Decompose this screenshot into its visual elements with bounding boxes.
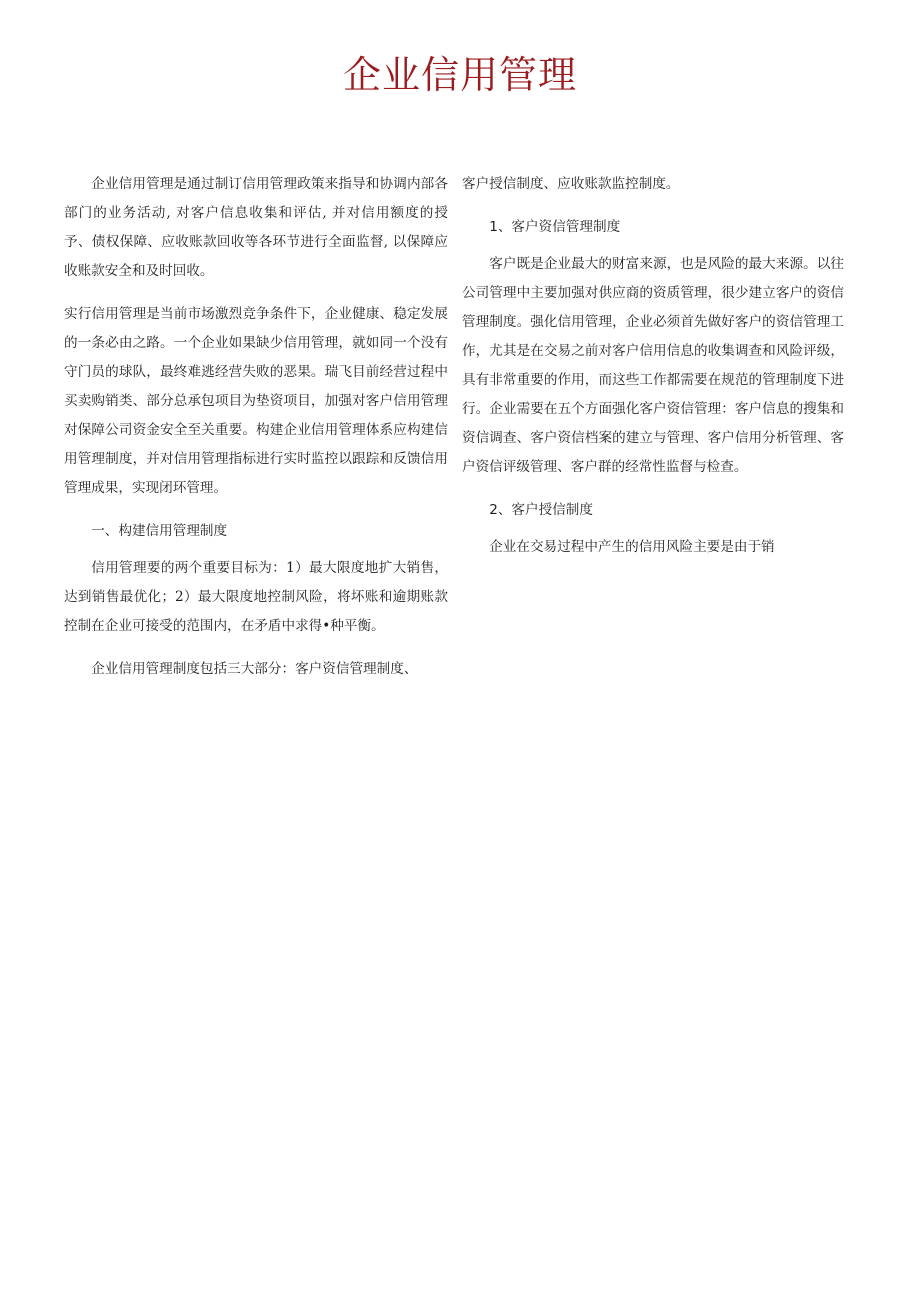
- credit-granting-paragraph: 企业在交易过程中产生的信用风险主要是由于销: [489, 539, 775, 555]
- goals-paragraph: 信用管理要的两个重要目标为：1）最大限度地扩大销售，达到销售最优化；2）最大限度地控制风险，将坏账和逾期账款控制在企业可接受的范围内，在矛盾中求得•种平衡。: [64, 560, 448, 634]
- intro-paragraph: 企业信用管理是通过制订信用管理政策来指导和协调内部各部门的业务活动, 对客户信息收集和评估, 并对信用额度的授予、债权保障、应收账款回收等各环节进行全面监督, 以保障应收账款安全和及时回收。: [64, 176, 448, 279]
- left-column: [64, 170, 448, 698]
- section-heading-1: 一、构建信用管理制度: [91, 523, 228, 539]
- subsection-heading-1: 1、客户资信管理制度: [489, 219, 621, 235]
- subsection-heading-2: 2、客户授信制度: [489, 502, 593, 518]
- credit-management-paragraph: 实行信用管理是当前市场激烈竞争条件下，企业健康、稳定发展的一条必由之路。一个企业如果缺少信用管理，就如同一个没有守门员的球队，最终难逃经营失败的恶果。瑞飞目前经营过程中买卖购销类、部分总承包项目为垫资项目，加强对客户信用管理对保障公司资金安全至关重要。构建企业信用管理体系应构建信用管理制度，并对信用管理指标进行实时监控以跟踪和反馈信用管理成果，实现闭环管理。: [64, 306, 448, 496]
- right-column: [462, 170, 844, 576]
- system-parts-continuation: 客户授信制度、应收账款监控制度。: [462, 176, 680, 192]
- document-title: 企业信用管理: [342, 53, 577, 97]
- customer-credit-paragraph: 客户既是企业最大的财富来源，也是风险的最大来源。以往公司管理中主要加强对供应商的资质管理，很少建立客户的资信管理制度。强化信用管理，企业必须首先做好客户的资信管理工作，尤其是在交易之前对客户信用信息的收集调查和风险评级，具有非常重要的作用，而这些工作都需要在规范的管理制度下进行。企业需要在五个方面强化客户资信管理：客户信息的搜集和资信调查、客户资信档案的建立与管理、客户信用分析管理、客户资信评级管理、客户群的经常性监督与检查。: [462, 256, 844, 475]
- system-parts-paragraph: 企业信用管理制度包括三大部分：客户资信管理制度、: [91, 661, 418, 677]
